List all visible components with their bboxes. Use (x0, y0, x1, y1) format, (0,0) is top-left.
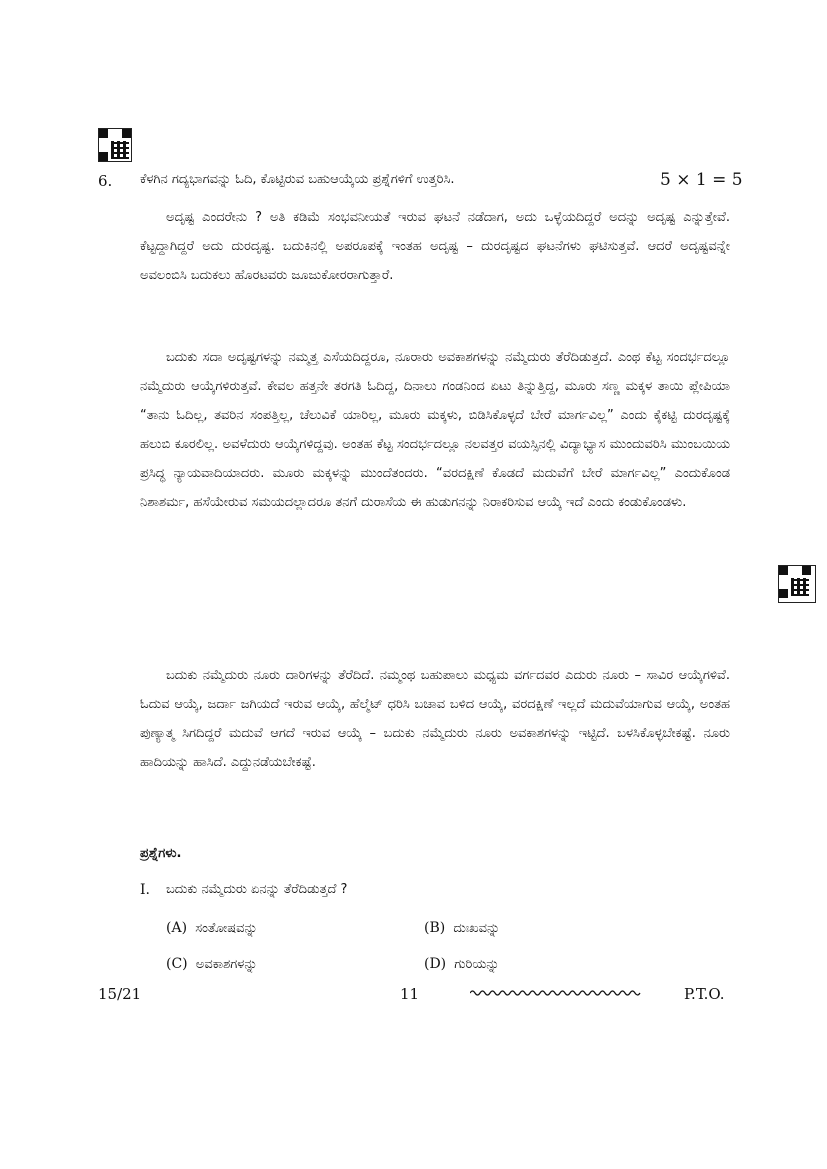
option-d (424, 956, 499, 972)
option-b-letter: (B) (424, 920, 446, 936)
passage-paragraph-1: ಅದೃಷ್ಟ ಎಂದರೇನು ? ಅತಿ ಕಡಿಮೆ ಸಂಭವನೀಯತೆ ಇರುವ ಘಟನೆ ನಡೆದಾಗ, ಅದು ಒಳ್ಳೆಯದಿದ್ದರೆ ಅದನ್ನು ಅದೃಷ್ಟ ಎನ್ನುತ್ತೇವೆ. ಕೆಟ್ಟದ್ದಾಗಿದ್ದರೆ ಅದು ದುರದೃಷ್ಟ. ಬದುಕಿನಲ್ಲಿ ಅಪರೂಪಕ್ಕೆ ಇಂತಹ ಅದೃಷ್ಟ – ದುರದೃಷ್ಟದ ಘಟನೆಗಳು ಘಟಿಸುತ್ತವೆ. ಆದರೆ ಅದೃಷ್ಟವನ್ನೇ ಅವಲಂಬಿಸಿ ಬದುಕಲು ಹೊರಟವರು ಜೂಜುಕೋರರಾಗುತ್ತಾರೆ. (140, 210, 730, 283)
decorative-squiggle (470, 988, 642, 998)
footer-pto: P.T.O. (684, 985, 725, 1003)
option-a-letter: (A) (166, 920, 188, 936)
question-marks: 5 × 1 = 5 (660, 170, 743, 190)
option-d-letter: (D) (424, 956, 447, 972)
option-c (166, 956, 257, 972)
qr-code-top (98, 128, 132, 162)
subquestion-text: ಬದುಕು ನಮ್ಮೆದುರು ಏನನ್ನು ತೆರೆದಿಡುತ್ತದೆ ? (166, 882, 348, 897)
option-d-text: ಗುರಿಯನ್ನು (454, 957, 500, 972)
footer-page-number: 11 (400, 985, 420, 1003)
option-b-text: ದುಃಖವನ್ನು (453, 921, 501, 936)
qr-code-side (778, 565, 816, 603)
question-number: 6. (98, 172, 113, 190)
option-a-text: ಸಂತೋಷವನ್ನು (195, 921, 258, 936)
passage-paragraph-3: ಬದುಕು ನಮ್ಮೆದುರು ನೂರು ದಾರಿಗಳನ್ನು ತೆರೆದಿದೆ. ನಮ್ಮಂಥ ಬಹುಪಾಲು ಮಧ್ಯಮ ವರ್ಗದವರ ಎದುರು ನೂರು – ಸಾವಿರ ಆಯ್ಕೆಗಳಿವೆ. ಓದುವ ಆಯ್ಕೆ, ಜರ್ದಾ ಜಗಿಯದೆ ಇರುವ ಆಯ್ಕೆ, ಹೆಲ್ಮೆಟ್ ಧರಿಸಿ ಬಚಾವ ಬಳಿದ ಆಯ್ಕೆ, ವರದಕ್ಷಿಣೆ ಇಲ್ಲದೆ ಮದುವೆಯಾಗುವ ಆಯ್ಕೆ, ಅಂತಹ ಪುಣ್ಯಾತ್ಮ ಸಿಗದಿದ್ದರೆ ಮದುವೆ ಆಗದೆ ಇರುವ ಆಯ್ಕೆ – ಬದುಕು ನಮ್ಮೆದುರು ನೂರು ಅವಕಾಶಗಳನ್ನು ಇಟ್ಟಿದೆ. ಬಳಸಿಕೊಳ್ಳಬೇಕಷ್ಟೆ. ನೂರು ಹಾದಿಯನ್ನು ಹಾಸಿದೆ. ಎದ್ದುನಡೆಯಬೇಕಷ್ಟೆ. (140, 668, 730, 770)
question-instruction: ಕೆಳಗಿನ ಗದ್ಯಭಾಗವನ್ನು ಓದಿ, ಕೊಟ್ಟಿರುವ ಬಹುಆಯ್ಕೆಯ ಪ್ರಶ್ನೆಗಳಿಗೆ ಉತ್ತರಿಸಿ. (140, 172, 455, 187)
subquestion-number: I. (140, 882, 150, 898)
passage-paragraph-2: ಬದುಕು ಸದಾ ಅದೃಷ್ಟಗಳನ್ನು ನಮ್ಮತ್ತ ಎಸೆಯದಿದ್ದರೂ, ನೂರಾರು ಅವಕಾಶಗಳನ್ನು ನಮ್ಮೆದುರು ತೆರೆದಿಡುತ್ತದೆ. ಎಂಥ ಕೆಟ್ಟ ಸಂದರ್ಭದಲ್ಲೂ ನಮ್ಮೆದುರು ಆಯ್ಕೆಗಳಿರುತ್ತವೆ. ಕೇವಲ ಹತ್ತನೇ ತರಗತಿ ಓದಿದ್ದ, ದಿನಾಲು ಗಂಡನಿಂದ ಏಟು ತಿನ್ನುತ್ತಿದ್ದ, ಮೂರು ಸಣ್ಣ ಮಕ್ಕಳ ತಾಯಿ ಪ್ಲೇಪಿಯಾ “ತಾನು ಓದಿಲ್ಲ, ತವರಿನ ಸಂಪತ್ತಿಲ್ಲ, ಚೆಲುವಿಕೆ ಯಾರಿಲ್ಲ, ಮೂರು ಮಕ್ಕಳು, ಬಿಡಿಸಿಕೊಳ್ಳದೆ ಬೇರೆ ಮಾರ್ಗವಿಲ್ಲ” ಎಂದು ಕೈಕಟ್ಟಿ ದುರದೃಷ್ಟಕ್ಕೆ ಹಲುಬಿ ಕೂರಲಿಲ್ಲ. ಅವಳೆದುರು ಆಯ್ಕೆಗಳಿದ್ದವು. ಅಂತಹ ಕೆಟ್ಟ ಸಂದರ್ಭದಲ್ಲೂ ನಲವತ್ತರ ವಯಸ್ಸಿನಲ್ಲಿ ವಿದ್ಯಾಭ್ಯಾಸ ಮುಂದುವರಿಸಿ ಮುಂಬಯಿಯ ಪ್ರಸಿದ್ಧ ನ್ಯಾಯವಾದಿಯಾದರು. ಮೂರು ಮಕ್ಕಳನ್ನು ಮುಂದೆತಂದರು. “ವರದಕ್ಷಿಣೆ ಕೊಡದೆ ಮದುವೆಗೆ ಬೇರೆ ಮಾರ್ಗವಿಲ್ಲ” ಎಂದುಕೊಂಡ ನಿಶಾಶರ್ಮ, ಹಸೆಯೇರುವ ಸಮಯದಲ್ಲಾದರೂ ತನಗೆ ದುರಾಸೆಯ ಈ ಹುಡುಗನನ್ನು ನಿರಾಕರಿಸುವ ಆಯ್ಕೆ ಇದೆ ಎಂದು ಕಂಡುಕೊಂಡಳು. (140, 350, 730, 510)
option-c-text: ಅವಕಾಶಗಳನ್ನು (195, 957, 258, 972)
option-b (424, 920, 500, 936)
questions-heading: ಪ್ರಶ್ನೆಗಳು. (140, 846, 182, 861)
footer-paper-code: 15/21 (98, 985, 142, 1003)
option-c-letter: (C) (166, 956, 188, 972)
option-a (166, 920, 258, 936)
